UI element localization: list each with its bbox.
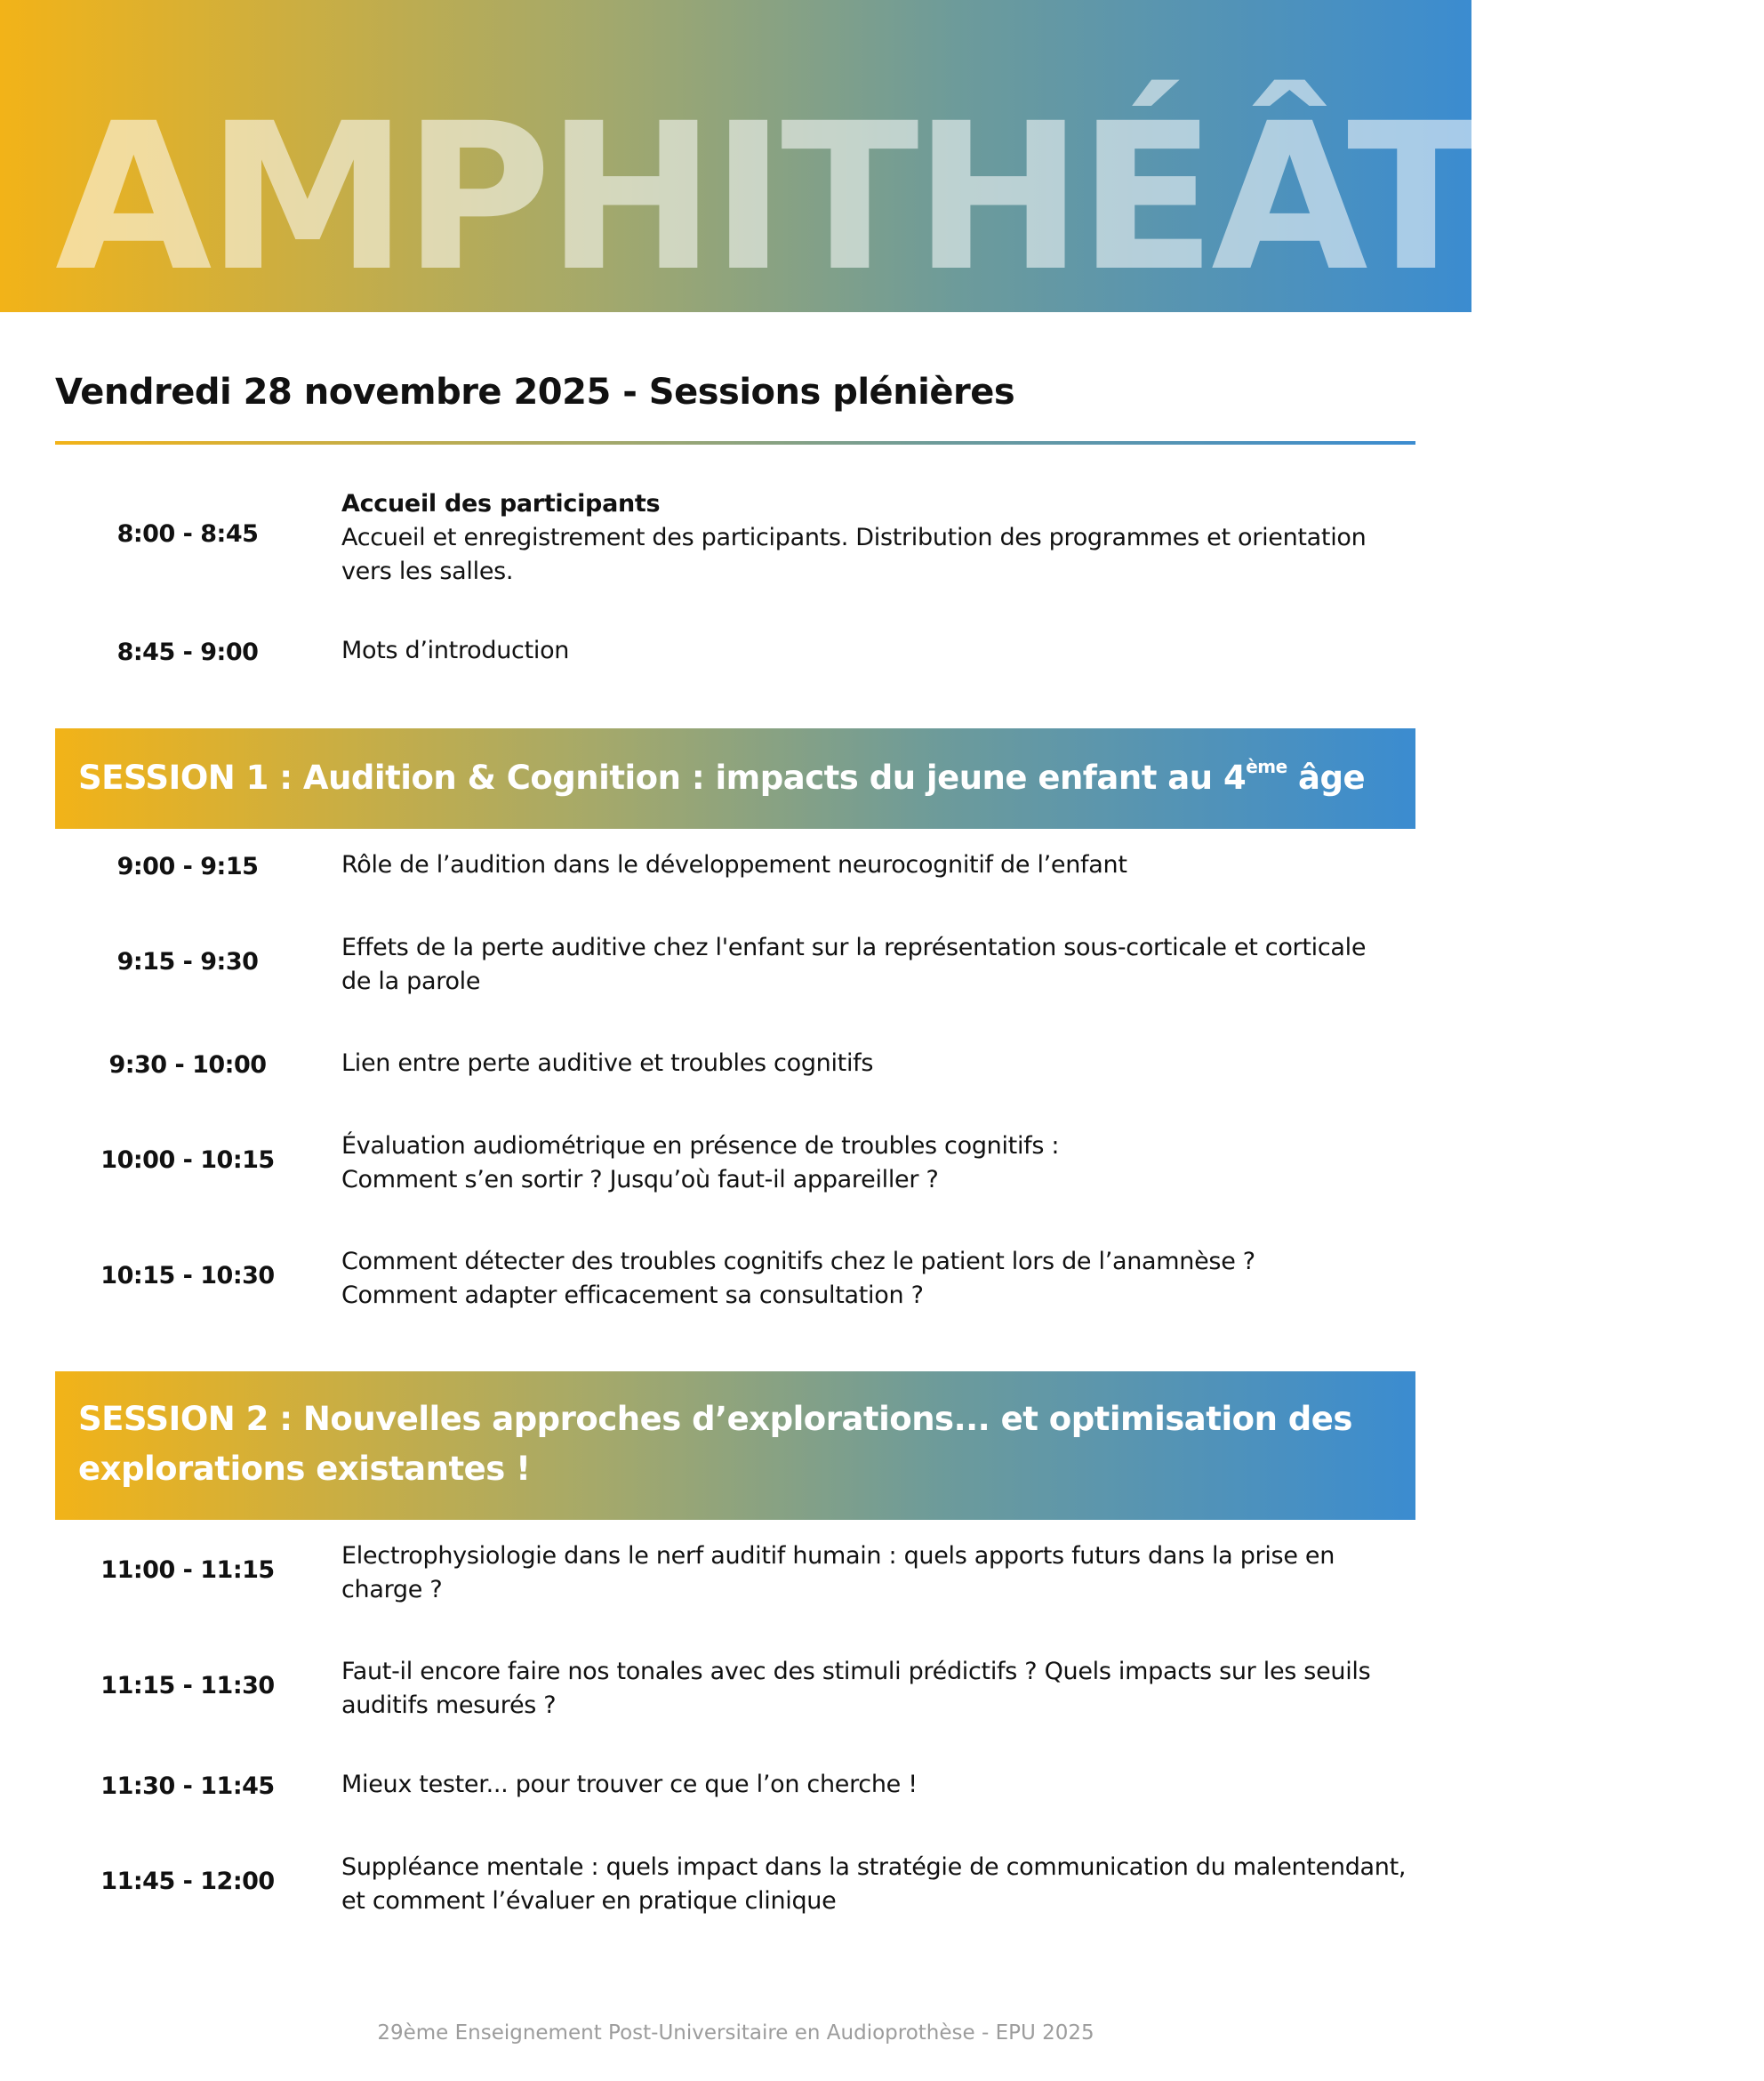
- time-slot: 9:30 - 10:00: [108, 1051, 267, 1079]
- item-line: Évaluation audiométrique en présence de troubles cognitifs :: [341, 1132, 1060, 1160]
- item-description: [341, 634, 1444, 668]
- item-line: Accueil et enregistrement des participants. Distribution des programmes et orientation: [341, 524, 1367, 551]
- item-description: [341, 487, 1444, 589]
- banner-title: AMPHITHÉÂTRE: [55, 79, 1764, 316]
- session-1-title: SESSION 1 : Audition & Cognition : impacts du jeune enfant au 4ème âge: [78, 756, 1366, 797]
- item-line: Lien entre perte auditive et troubles cognitifs: [341, 1049, 874, 1077]
- item-title: Accueil des participants: [341, 490, 661, 518]
- time-slot: 10:15 - 10:30: [100, 1262, 275, 1290]
- time-slot: 9:15 - 9:30: [116, 948, 259, 976]
- item-line: vers les salles.: [341, 558, 514, 585]
- item-line: charge ?: [341, 1576, 443, 1603]
- session-2-title: SESSION 2 : Nouvelles approches d’explorations... et optimisation des explorations existantes !: [78, 1400, 1352, 1488]
- item-line: et comment l’évaluer en pratique clinique: [341, 1887, 837, 1915]
- item-description: [341, 848, 1444, 882]
- session-2-header: [55, 1371, 1415, 1520]
- item-line: Electrophysiologie dans le nerf auditif humain : quels apports futurs dans la prise en: [341, 1542, 1335, 1570]
- time-slot: 8:00 - 8:45: [116, 520, 259, 548]
- time-slot: 11:30 - 11:45: [100, 1772, 275, 1800]
- superscript: ème: [1246, 756, 1287, 777]
- item-description: [341, 931, 1444, 999]
- item-description: [341, 1245, 1444, 1313]
- item-description: [341, 1129, 1444, 1197]
- item-line: Rôle de l’audition dans le développement neurocognitif de l’enfant: [341, 851, 1127, 879]
- item-description: [341, 1851, 1444, 1918]
- item-line: Suppléance mentale : quels impact dans la stratégie de communication du malentendant,: [341, 1853, 1407, 1881]
- item-line: Faut-il encore faire nos tonales avec des stimuli prédictifs ? Quels impacts sur les seuils: [341, 1658, 1371, 1685]
- item-description: [341, 1539, 1444, 1607]
- time-slot: 10:00 - 10:15: [100, 1146, 275, 1174]
- time-slot: 9:00 - 9:15: [116, 853, 259, 880]
- footer-text: 29ème Enseignement Post-Universitaire en Audioprothèse - EPU 2025: [377, 2021, 1094, 2045]
- time-slot: 11:45 - 12:00: [100, 1868, 275, 1895]
- time-slot: 11:00 - 11:15: [100, 1556, 275, 1584]
- gradient-divider: [55, 441, 1415, 445]
- session-1-header: [55, 728, 1415, 829]
- day-title: Vendredi 28 novembre 2025 - Sessions plénières: [55, 372, 1015, 413]
- item-line: de la parole: [341, 968, 481, 995]
- item-line: Mieux tester... pour trouver ce que l’on cherche !: [341, 1771, 918, 1798]
- header-banner: [0, 0, 1764, 316]
- item-description: [341, 1655, 1444, 1723]
- time-slot: 11:15 - 11:30: [100, 1672, 275, 1699]
- item-line: Effets de la perte auditive chez l'enfant sur la représentation sous-corticale et corticale: [341, 934, 1367, 961]
- item-line: Comment s’en sortir ? Jusqu’où faut-il appareiller ?: [341, 1166, 939, 1193]
- item-line: Comment adapter efficacement sa consultation ?: [341, 1282, 924, 1309]
- item-line: Comment détecter des troubles cognitifs chez le patient lors de l’anamnèse ?: [341, 1248, 1255, 1275]
- item-line: auditifs mesurés ?: [341, 1691, 557, 1719]
- item-line: Mots d’introduction: [341, 637, 570, 664]
- item-description: [341, 1768, 1444, 1802]
- item-description: [341, 1047, 1444, 1081]
- time-slot: 8:45 - 9:00: [116, 639, 259, 666]
